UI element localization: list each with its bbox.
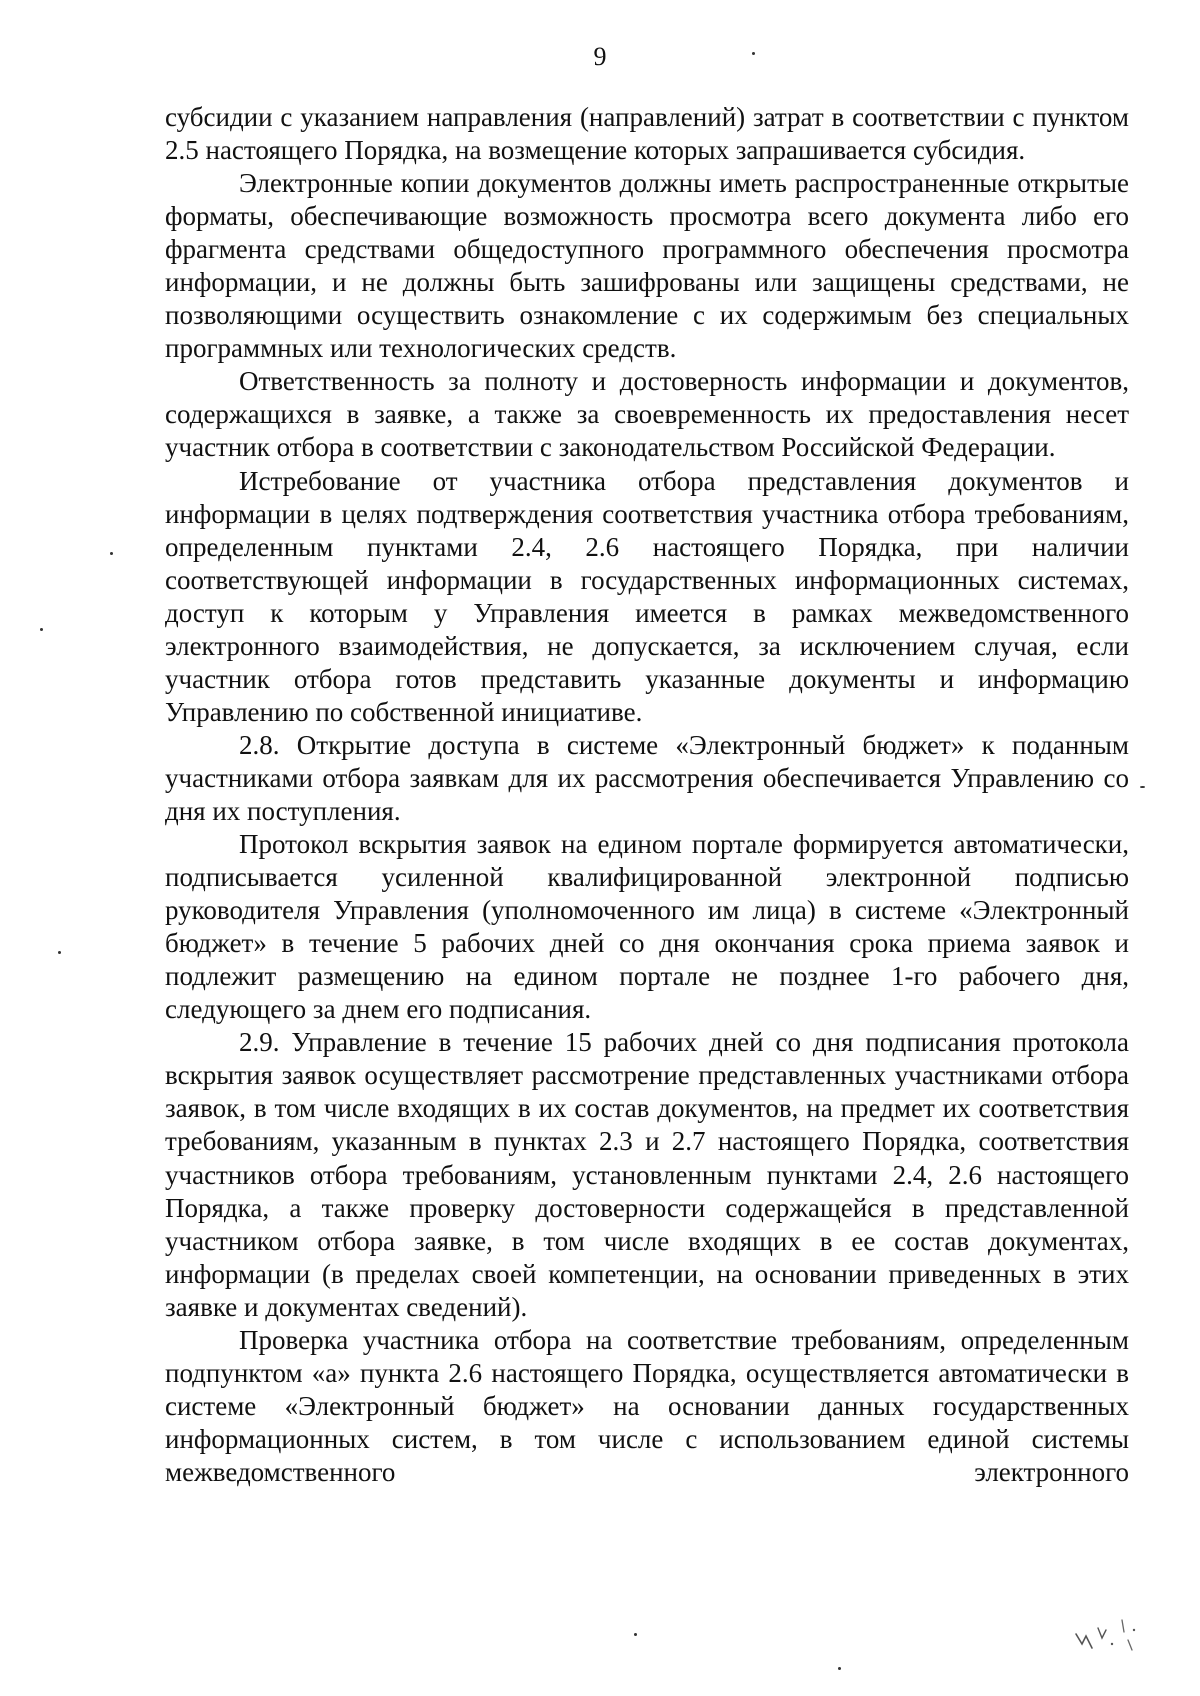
page-number: 9 (593, 42, 607, 71)
pen-mark-icon (1072, 1610, 1142, 1660)
paragraph-subsidy-continuation: субсидии с указанием направления (направлений) затрат в соответствии с пунктом 2.5 настоящего Порядка, на возмещение которых запрашивается субсидия. (165, 102, 1129, 166)
scan-speck (1140, 786, 1145, 788)
paragraph-participant-check: Проверка участника отбора на соответствие требованиям, определенным подпунктом «а» пункта 2.6 настоящего Порядка, осуществляется автоматически в системе «Электронный бюджет» на основании данных государственных информационных систем, в том числе с использованием единой системы межведомственного электронного (165, 1324, 1129, 1487)
paragraph-opening-protocol: Протокол вскрытия заявок на едином портале формируется автоматически, подписывается усиленной квалифицированной электронной подписью руководителя Управления (уполномоченного им лица) в системе «Электронный бюджет» в течение 5 рабочих дней со дня окончания срока приема заявок и подлежит размещению на едином портале не позднее 1-го рабочего дня, следующего за днем его подписания. (165, 829, 1129, 1025)
scan-speck (40, 628, 43, 631)
scan-speck (634, 1633, 637, 1636)
scan-speck (752, 52, 755, 55)
scan-speck (110, 552, 113, 555)
paragraph-document-request: Истребование от участника отбора представления документов и информации в целях подтверждения соответствия участника отбора требованиям, определенным пунктами 2.4, 2.6 настоящего Порядка, при наличии соответствующей информации в государственных информационных системах, доступ к которым у Управления имеется в рамках межведомственного электронного взаимодействия, не допускается, за исключением случая, если участник отбора готов представить указанные документы и информацию Управлению по собственной инициативе. (165, 465, 1129, 727)
paragraph-responsibility: Ответственность за полноту и достоверность информации и документов, содержащихся в заявке, а также за своевременность их предоставления несет участник отбора в соответствии с законодательством Российской Федерации. (165, 366, 1129, 463)
paragraph-clause-2-8: 2.8. Открытие доступа в системе «Электронный бюджет» к поданным участниками отбора заявкам для их рассмотрения обеспечивается Управлению со дня их поступления. (165, 729, 1129, 826)
scan-speck (838, 1667, 841, 1670)
paragraph-clause-2-9: 2.9. Управление в течение 15 рабочих дней со дня подписания протокола вскрытия заявок осуществляет рассмотрение представленных участниками отбора заявок, в том числе входящих в их состав документов, на предмет их соответствия требованиям, указанным в пунктах 2.3 и 2.7 настоящего Порядка, соответствия участников отбора требованиям, установленным пунктами 2.4, 2.6 настоящего Порядка, а также проверку достоверности содержащейся в представленной участником отбора заявке, в том числе входящих в ее состав документах, информации (в пределах своей компетенции, на основании приведенных в этих заявке и документах сведений). (165, 1027, 1129, 1322)
scan-speck (58, 951, 61, 954)
paragraph-electronic-copies: Электронные копии документов должны иметь распространенные открытые форматы, обеспечивающие возможность просмотра всего документа либо его фрагмента средствами общедоступного программного обеспечения просмотра информации, и не должны быть зашифрованы или защищены средствами, не позволяющими осуществить ознакомление с их содержимым без специальных программных или технологических средств. (165, 168, 1129, 364)
document-body (165, 101, 1129, 1489)
